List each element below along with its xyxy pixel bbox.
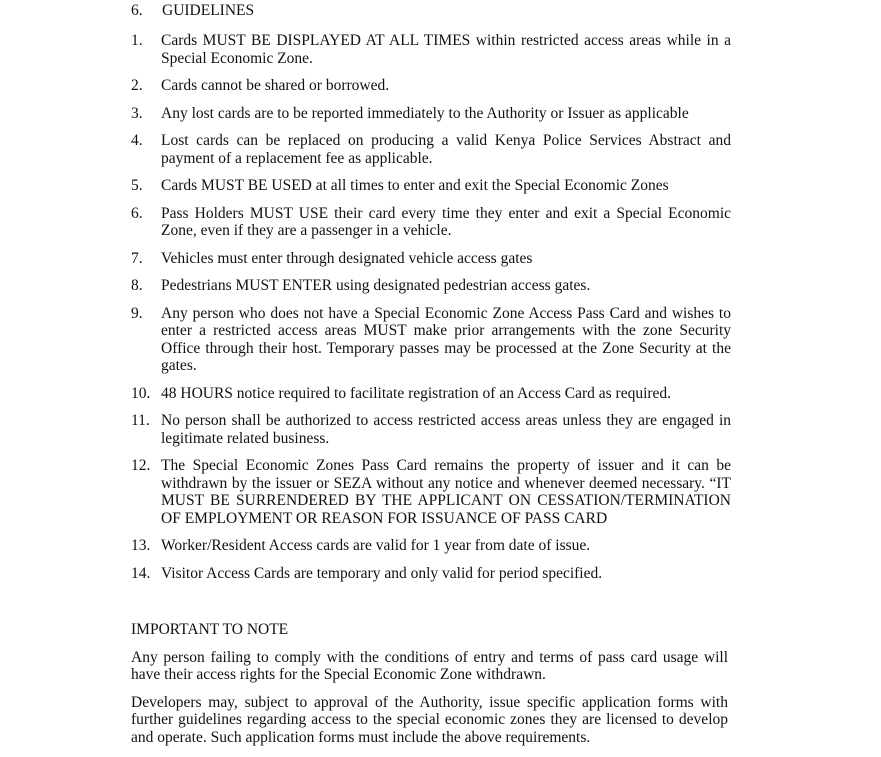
guideline-item — [131, 132, 731, 167]
guideline-text: Any lost cards are to be reported immediately to the Authority or Issuer as applicable — [161, 104, 689, 122]
guideline-text: Pass Holders MUST USE their card every time they enter and exit a Special Economic Zone, even if they are a passenger in a vehicle. — [161, 204, 731, 239]
guidelines-list — [131, 32, 731, 592]
important-title: IMPORTANT TO NOTE — [131, 621, 289, 638]
guideline-number: 9. — [131, 304, 143, 322]
important-notes — [131, 621, 728, 756]
guideline-item — [131, 305, 731, 375]
guideline-text: Visitor Access Cards are temporary and only valid for period specified. — [161, 564, 603, 582]
guideline-item — [131, 77, 731, 95]
guideline-item — [131, 177, 731, 195]
guideline-item — [131, 250, 731, 268]
guideline-text: Lost cards can be replaced on producing a valid Kenya Police Services Abstract and payment of a replacement fee as applicable. — [161, 132, 731, 167]
important-paragraph: Developers may, subject to approval of the Authority, issue specific application forms with further guidelines regarding access to the special economic zones they are licensed to develop and operate. Such application forms must include the above requirements. — [131, 693, 728, 746]
guideline-item — [131, 277, 731, 295]
section-heading — [131, 2, 731, 20]
guideline-number: 3. — [131, 104, 143, 122]
guideline-number: 7. — [131, 249, 143, 267]
guideline-number: 13. — [131, 537, 151, 554]
guideline-number: 4. — [131, 132, 143, 149]
guideline-number: 12. — [131, 457, 151, 474]
guideline-text: Any person who does not have a Special Economic Zone Access Pass Card and wishes to enter a restricted access areas MUST make prior arrangements with the zone Security Office through their host. Temporary passes may be processed at the Zone Security at the gates. — [161, 304, 731, 374]
guideline-number: 11. — [131, 412, 150, 429]
guideline-number: 5. — [131, 177, 143, 194]
guideline-item — [131, 565, 731, 583]
guideline-number: 2. — [131, 77, 143, 94]
guideline-number: 14. — [131, 564, 151, 582]
guideline-text: Vehicles must enter through designated vehicle access gates — [161, 249, 533, 267]
guideline-number: 6. — [131, 204, 143, 222]
guideline-number: 10. — [131, 384, 151, 402]
guideline-item — [131, 385, 731, 403]
guideline-text: Pedestrians MUST ENTER using designated pedestrian access gates. — [161, 277, 591, 294]
guideline-text: 48 HOURS notice required to facilitate registration of an Access Card as required. — [161, 384, 672, 402]
section-title: GUIDELINES — [162, 2, 255, 19]
guideline-text: Worker/Resident Access cards are valid for 1 year from date of issue. — [161, 537, 591, 554]
important-paragraph: Any person failing to comply with the conditions of entry and terms of pass card usage will have their access rights for the Special Economic Zone withdrawn. — [131, 648, 728, 683]
guideline-item — [131, 412, 731, 447]
guideline-number: 8. — [131, 277, 143, 294]
guideline-item — [131, 32, 731, 67]
guideline-item — [131, 205, 731, 240]
guideline-number: 1. — [131, 32, 143, 49]
guideline-text: The Special Economic Zones Pass Card remains the property of issuer and it can be withdrawn by the issuer or SEZA without any notice and whenever deemed necessary. “IT MUST BE SURRENDERED BY THE APPLICANT ON CESSATION/TERMINATION OF EMPLOYMENT OR REASON FOR ISSUANCE OF PASS CARD — [161, 457, 731, 527]
guideline-item — [131, 457, 731, 527]
guideline-text: Cards MUST BE DISPLAYED AT ALL TIMES within restricted access areas while in a Special Economic Zone. — [161, 32, 731, 67]
guideline-item — [131, 105, 731, 123]
section-number: 6. — [131, 2, 143, 19]
guideline-text: Cards cannot be shared or borrowed. — [161, 77, 390, 94]
guideline-text: No person shall be authorized to access restricted access areas unless they are engaged in legitimate related business. — [161, 412, 731, 447]
guideline-text: Cards MUST BE USED at all times to enter and exit the Special Economic Zones — [161, 177, 669, 194]
guideline-item — [131, 537, 731, 555]
